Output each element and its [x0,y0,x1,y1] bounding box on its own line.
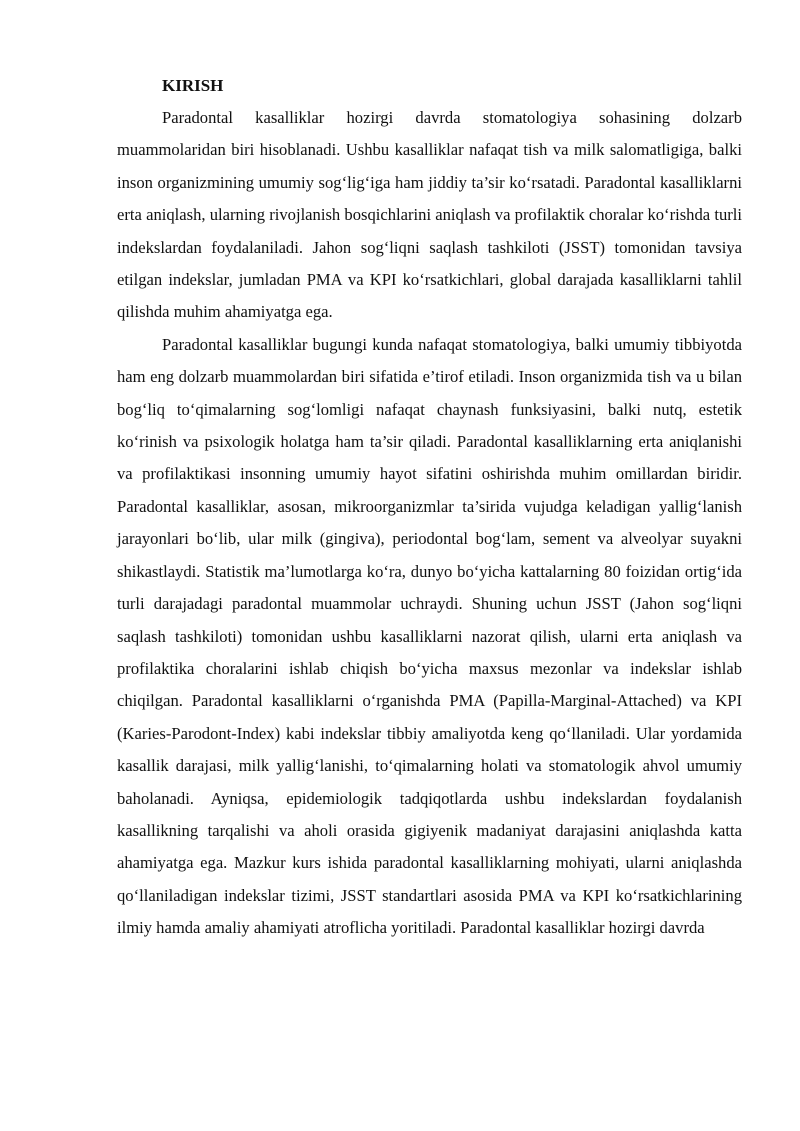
paragraph-2: Paradontal kasalliklar bugungi kunda nafaqat stomatologiya, balki umumiy tibbiyotda ham eng dolzarb muammolardan biri sifatida e’tirof etiladi. Inson organizmida tish va u bilan bog‘liq to‘qimalarning sog‘lomligi nafaqat chaynash funksiyasini, balki nutq, estetik ko‘rinish va psixologik holatga ham ta’sir qiladi. Paradontal kasalliklarning erta aniqlanishi va profilaktikasi insonning umumiy hayot sifatini oshirishda muhim omillardan biridir. Paradontal kasalliklar, asosan, mikroorganizmlar ta’sirida vujudga keladigan yallig‘lanish jarayonlari bo‘lib, ular milk (gingiva), periodontal bog‘lam, sement va alveolyar suyakni shikastlaydi. Statistik ma’lumotlarga ko‘ra, dunyo bo‘yicha kattalarning 80 foizidan ortig‘ida turli darajadagi paradontal muammolar uchraydi. Shuning uchun JSST (Jahon sog‘liqni saqlash tashkiloti) tomonidan ushbu kasalliklarni nazorat qilish, ularni erta aniqlash va profilaktika choralarini ishlab chiqish bo‘yicha maxsus mezonlar va indekslar ishlab chiqilgan. Paradontal kasalliklarni o‘rganishda PMA (Papilla-Marginal-Attached) va KPI (Karies-Parodont-Index) kabi indekslar tibbiy amaliyotda keng qo‘llaniladi. Ular yordamida kasallik darajasi, milk yallig‘lanishi, to‘qimalarning holati va stomatologik ahvol umumiy baholanadi. Ayniqsa, epidemiologik tadqiqotlarda ushbu indekslardan foydalanish kasallikning tarqalishi va aholi orasida gigiyenik madaniyat darajasini aniqlashda katta ahamiyatga ega. Mazkur kurs ishida paradontal kasalliklarning mohiyati, ularni aniqlashda qo‘llaniladigan indekslar tizimi, JSST standartlari asosida PMA va KPI ko‘rsatkichlarining ilmiy hamda amaliy ahamiyati atroflicha yoritiladi. Paradontal kasalliklar hozirgi davrda [117,334,742,938]
paragraph-1: Paradontal kasalliklar hozirgi davrda stomatologiya sohasining dolzarb muammolaridan biri hisoblanadi. Ushbu kasalliklar nafaqat tish va milk salomatligiga, balki inson organizmining umumiy sog‘lig‘iga ham jiddiy ta’sir ko‘rsatadi. Paradontal kasalliklarni erta aniqlash, ularning rivojlanish bosqichlarini aniqlash va profilaktik choralar ko‘rishda turli indekslardan foydalaniladi. Jahon sog‘liqni saqlash tashkiloti (JSST) tomonidan tavsiya etilgan indekslar, jumladan PMA va KPI ko‘rsatkichlari, global darajada kasalliklarni tahlil qilishda muhim ahamiyatga ega. [117,108,742,322]
document-page [117,70,742,945]
section-heading: KIRISH [162,76,224,95]
